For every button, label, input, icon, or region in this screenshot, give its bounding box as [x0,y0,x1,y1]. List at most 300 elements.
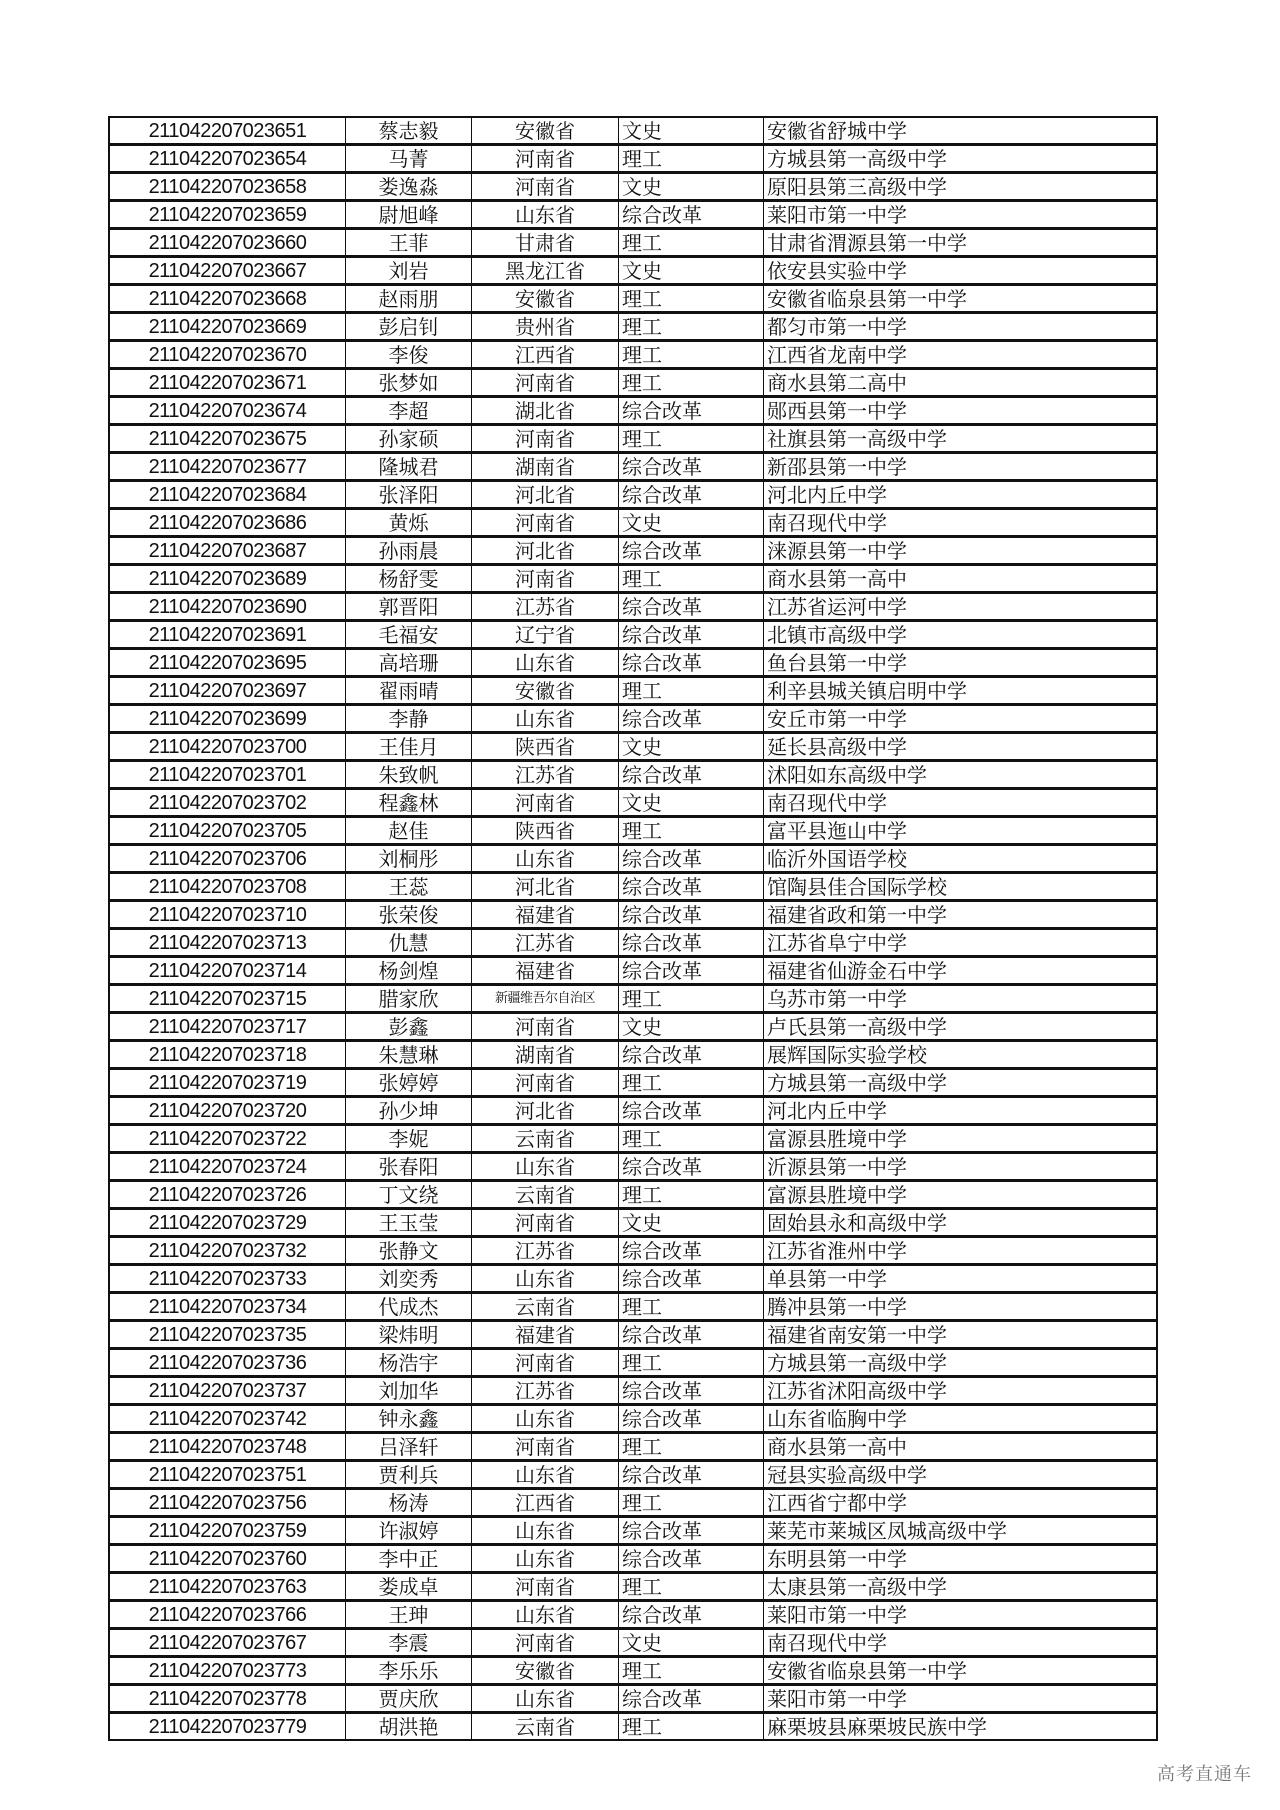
cell-province: 河南省 [472,1069,619,1097]
cell-school: 富源县胜境中学 [764,1181,1158,1209]
cell-school: 方城县第一高级中学 [764,1069,1158,1097]
table-row [109,1209,1157,1237]
cell-school: 临沂外国语学校 [764,845,1158,873]
cell-category: 文史 [619,257,764,285]
cell-exam-id: 211042207023720 [109,1097,346,1125]
cell-school: 莱阳市第一中学 [764,1685,1158,1713]
cell-category: 理工 [619,1181,764,1209]
cell-exam-id: 211042207023722 [109,1125,346,1153]
table-row [109,1601,1157,1629]
cell-exam-id: 211042207023674 [109,397,346,425]
table-row [109,565,1157,593]
cell-province: 河南省 [472,1433,619,1461]
cell-school: 卢氏县第一高级中学 [764,1013,1158,1041]
cell-school: 依安县实验中学 [764,257,1158,285]
table-row [109,481,1157,509]
cell-province: 河南省 [472,1209,619,1237]
cell-category: 理工 [619,565,764,593]
table-row [109,1545,1157,1573]
cell-category: 理工 [619,369,764,397]
table-row [109,1069,1157,1097]
cell-exam-id: 211042207023763 [109,1573,346,1601]
cell-school: 商水县第二高中 [764,369,1158,397]
cell-exam-id: 211042207023684 [109,481,346,509]
cell-exam-id: 211042207023751 [109,1461,346,1489]
cell-school: 富源县胜境中学 [764,1125,1158,1153]
cell-category: 综合改革 [619,761,764,789]
cell-student-name: 贾庆欣 [346,1685,472,1713]
cell-category: 文史 [619,1013,764,1041]
cell-student-name: 孙少坤 [346,1097,472,1125]
cell-category: 综合改革 [619,957,764,985]
cell-category: 理工 [619,145,764,173]
cell-student-name: 刘桐彤 [346,845,472,873]
cell-province: 福建省 [472,901,619,929]
cell-province: 湖南省 [472,1041,619,1069]
cell-student-name: 王菲 [346,229,472,257]
cell-school: 延长县高级中学 [764,733,1158,761]
table-row [109,1573,1157,1601]
cell-exam-id: 211042207023779 [109,1713,346,1741]
table-row [109,425,1157,453]
cell-category: 理工 [619,229,764,257]
cell-province: 河北省 [472,481,619,509]
table-row [109,313,1157,341]
table-row [109,1517,1157,1545]
cell-province: 云南省 [472,1125,619,1153]
cell-exam-id: 211042207023695 [109,649,346,677]
cell-student-name: 刘加华 [346,1377,472,1405]
cell-school: 南召现代中学 [764,509,1158,537]
cell-province: 河南省 [472,173,619,201]
cell-student-name: 朱致帆 [346,761,472,789]
table-row [109,1237,1157,1265]
cell-category: 综合改革 [619,649,764,677]
cell-category: 文史 [619,1629,764,1657]
table-row [109,453,1157,481]
cell-student-name: 王珅 [346,1601,472,1629]
cell-province: 河北省 [472,537,619,565]
cell-province: 云南省 [472,1181,619,1209]
cell-exam-id: 211042207023748 [109,1433,346,1461]
cell-exam-id: 211042207023675 [109,425,346,453]
cell-school: 安丘市第一中学 [764,705,1158,733]
table-row [109,957,1157,985]
cell-category: 综合改革 [619,1265,764,1293]
cell-category: 理工 [619,677,764,705]
cell-exam-id: 211042207023690 [109,593,346,621]
cell-student-name: 张婷婷 [346,1069,472,1097]
cell-student-name: 刘岩 [346,257,472,285]
cell-student-name: 高培珊 [346,649,472,677]
cell-student-name: 彭鑫 [346,1013,472,1041]
cell-exam-id: 211042207023718 [109,1041,346,1069]
cell-province: 山东省 [472,845,619,873]
cell-category: 综合改革 [619,481,764,509]
cell-student-name: 代成杰 [346,1293,472,1321]
cell-exam-id: 211042207023700 [109,733,346,761]
cell-school: 馆陶县佳合国际学校 [764,873,1158,901]
cell-school: 福建省政和第一中学 [764,901,1158,929]
cell-province: 贵州省 [472,313,619,341]
table-row [109,985,1157,1013]
cell-student-name: 张梦如 [346,369,472,397]
cell-exam-id: 211042207023724 [109,1153,346,1181]
cell-student-name: 翟雨晴 [346,677,472,705]
cell-category: 综合改革 [619,1517,764,1545]
table-row [109,1181,1157,1209]
cell-province: 河南省 [472,509,619,537]
cell-exam-id: 211042207023671 [109,369,346,397]
cell-school: 社旗县第一高级中学 [764,425,1158,453]
cell-province: 江西省 [472,341,619,369]
cell-province: 江苏省 [472,1237,619,1265]
cell-province: 河南省 [472,565,619,593]
cell-category: 综合改革 [619,1377,764,1405]
table-row [109,145,1157,173]
cell-category: 理工 [619,425,764,453]
cell-exam-id: 211042207023660 [109,229,346,257]
table-row [109,1433,1157,1461]
cell-exam-id: 211042207023756 [109,1489,346,1517]
cell-exam-id: 211042207023659 [109,201,346,229]
table-row [109,817,1157,845]
cell-student-name: 尉旭峰 [346,201,472,229]
cell-province: 安徽省 [472,117,619,145]
table-row [109,1377,1157,1405]
cell-student-name: 腊家欣 [346,985,472,1013]
cell-category: 理工 [619,817,764,845]
cell-school: 涞源县第一中学 [764,537,1158,565]
cell-category: 综合改革 [619,453,764,481]
table-row [109,1097,1157,1125]
cell-exam-id: 211042207023697 [109,677,346,705]
cell-category: 综合改革 [619,901,764,929]
cell-student-name: 李乐乐 [346,1657,472,1685]
table-row [109,1405,1157,1433]
cell-student-name: 胡洪艳 [346,1713,472,1741]
cell-school: 河北内丘中学 [764,481,1158,509]
table-row [109,257,1157,285]
cell-province: 福建省 [472,957,619,985]
cell-exam-id: 211042207023699 [109,705,346,733]
cell-school: 福建省仙游金石中学 [764,957,1158,985]
cell-category: 综合改革 [619,873,764,901]
cell-province: 江苏省 [472,1377,619,1405]
cell-exam-id: 211042207023669 [109,313,346,341]
cell-category: 综合改革 [619,845,764,873]
cell-school: 富平县迤山中学 [764,817,1158,845]
table-row [109,397,1157,425]
cell-exam-id: 211042207023714 [109,957,346,985]
cell-category: 理工 [619,1125,764,1153]
table-row [109,1489,1157,1517]
cell-exam-id: 211042207023734 [109,1293,346,1321]
cell-student-name: 娄成卓 [346,1573,472,1601]
cell-student-name: 毛福安 [346,621,472,649]
cell-exam-id: 211042207023670 [109,341,346,369]
cell-school: 都匀市第一中学 [764,313,1158,341]
cell-school: 沂源县第一中学 [764,1153,1158,1181]
cell-student-name: 李震 [346,1629,472,1657]
table-row [109,1461,1157,1489]
cell-school: 甘肃省渭源县第一中学 [764,229,1158,257]
cell-category: 理工 [619,1349,764,1377]
cell-exam-id: 211042207023773 [109,1657,346,1685]
cell-category: 综合改革 [619,621,764,649]
cell-student-name: 吕泽轩 [346,1433,472,1461]
cell-category: 综合改革 [619,1153,764,1181]
cell-school: 江苏省沭阳高级中学 [764,1377,1158,1405]
cell-province: 江西省 [472,1489,619,1517]
cell-province: 甘肃省 [472,229,619,257]
table-row [109,229,1157,257]
cell-province: 河南省 [472,425,619,453]
cell-student-name: 张荣俊 [346,901,472,929]
cell-category: 理工 [619,1489,764,1517]
cell-exam-id: 211042207023760 [109,1545,346,1573]
cell-category: 理工 [619,1657,764,1685]
cell-school: 新邵县第一中学 [764,453,1158,481]
cell-school: 安徽省舒城中学 [764,117,1158,145]
roster-table-body [109,117,1157,1740]
cell-exam-id: 211042207023686 [109,509,346,537]
table-row [109,1041,1157,1069]
cell-province: 辽宁省 [472,621,619,649]
cell-student-name: 赵佳 [346,817,472,845]
cell-province: 湖南省 [472,453,619,481]
cell-category: 综合改革 [619,1237,764,1265]
cell-school: 腾冲县第一中学 [764,1293,1158,1321]
cell-province: 黑龙江省 [472,257,619,285]
cell-category: 理工 [619,341,764,369]
cell-province: 河北省 [472,873,619,901]
table-row [109,649,1157,677]
table-row [109,929,1157,957]
cell-province: 河南省 [472,1573,619,1601]
cell-province: 新疆维吾尔自治区 [472,985,619,1013]
table-row [109,1657,1157,1685]
cell-province: 山东省 [472,649,619,677]
cell-student-name: 隆城君 [346,453,472,481]
cell-student-name: 杨舒雯 [346,565,472,593]
cell-province: 山东省 [472,705,619,733]
cell-category: 文史 [619,509,764,537]
cell-exam-id: 211042207023677 [109,453,346,481]
cell-school: 江西省龙南中学 [764,341,1158,369]
cell-school: 沭阳如东高级中学 [764,761,1158,789]
table-row [109,173,1157,201]
cell-province: 山东省 [472,201,619,229]
cell-province: 江苏省 [472,761,619,789]
table-row [109,509,1157,537]
cell-school: 河北内丘中学 [764,1097,1158,1125]
cell-student-name: 郭晋阳 [346,593,472,621]
cell-province: 河北省 [472,1097,619,1125]
cell-exam-id: 211042207023767 [109,1629,346,1657]
cell-province: 湖北省 [472,397,619,425]
table-row [109,845,1157,873]
table-row [109,117,1157,145]
cell-exam-id: 211042207023708 [109,873,346,901]
cell-category: 文史 [619,117,764,145]
cell-province: 山东省 [472,1405,619,1433]
cell-province: 福建省 [472,1321,619,1349]
cell-school: 固始县永和高级中学 [764,1209,1158,1237]
cell-category: 文史 [619,733,764,761]
cell-school: 郧西县第一中学 [764,397,1158,425]
cell-student-name: 黄烁 [346,509,472,537]
cell-exam-id: 211042207023668 [109,285,346,313]
cell-category: 文史 [619,789,764,817]
cell-school: 安徽省临泉县第一中学 [764,285,1158,313]
cell-exam-id: 211042207023726 [109,1181,346,1209]
cell-student-name: 王玉莹 [346,1209,472,1237]
table-row [109,593,1157,621]
cell-school: 乌苏市第一中学 [764,985,1158,1013]
cell-student-name: 梁炜明 [346,1321,472,1349]
table-row [109,1265,1157,1293]
table-row [109,201,1157,229]
table-row [109,537,1157,565]
table-row [109,677,1157,705]
cell-school: 福建省南安第一中学 [764,1321,1158,1349]
cell-category: 文史 [619,173,764,201]
cell-student-name: 孙雨晨 [346,537,472,565]
cell-student-name: 许淑婷 [346,1517,472,1545]
cell-province: 河南省 [472,1629,619,1657]
cell-province: 河南省 [472,369,619,397]
table-row [109,1349,1157,1377]
cell-category: 理工 [619,985,764,1013]
cell-school: 江苏省淮州中学 [764,1237,1158,1265]
cell-category: 综合改革 [619,1405,764,1433]
cell-exam-id: 211042207023737 [109,1377,346,1405]
cell-school: 商水县第一高中 [764,565,1158,593]
cell-school: 方城县第一高级中学 [764,1349,1158,1377]
table-row [109,1713,1157,1741]
cell-exam-id: 211042207023654 [109,145,346,173]
table-row [109,285,1157,313]
cell-province: 河南省 [472,789,619,817]
cell-school: 东明县第一中学 [764,1545,1158,1573]
cell-province: 河南省 [472,1349,619,1377]
cell-category: 综合改革 [619,1321,764,1349]
cell-exam-id: 211042207023759 [109,1517,346,1545]
cell-exam-id: 211042207023658 [109,173,346,201]
cell-province: 山东省 [472,1685,619,1713]
cell-student-name: 杨涛 [346,1489,472,1517]
cell-category: 综合改革 [619,1041,764,1069]
cell-category: 综合改革 [619,1685,764,1713]
cell-student-name: 钟永鑫 [346,1405,472,1433]
cell-student-name: 王佳月 [346,733,472,761]
cell-student-name: 仇慧 [346,929,472,957]
cell-exam-id: 211042207023706 [109,845,346,873]
table-row [109,705,1157,733]
cell-exam-id: 211042207023729 [109,1209,346,1237]
cell-exam-id: 211042207023736 [109,1349,346,1377]
cell-category: 理工 [619,1713,764,1741]
cell-province: 陕西省 [472,817,619,845]
cell-school: 莱阳市第一中学 [764,1601,1158,1629]
cell-student-name: 李中正 [346,1545,472,1573]
cell-exam-id: 211042207023732 [109,1237,346,1265]
cell-student-name: 娄逸淼 [346,173,472,201]
cell-province: 山东省 [472,1461,619,1489]
cell-student-name: 杨浩宇 [346,1349,472,1377]
cell-school: 北镇市高级中学 [764,621,1158,649]
cell-province: 陕西省 [472,733,619,761]
table-row [109,1629,1157,1657]
table-row [109,621,1157,649]
cell-student-name: 孙家硕 [346,425,472,453]
cell-exam-id: 211042207023713 [109,929,346,957]
cell-school: 莱阳市第一中学 [764,201,1158,229]
cell-school: 山东省临胸中学 [764,1405,1158,1433]
table-row [109,1153,1157,1181]
table-row [109,369,1157,397]
cell-category: 理工 [619,1293,764,1321]
cell-exam-id: 211042207023733 [109,1265,346,1293]
cell-province: 山东省 [472,1265,619,1293]
cell-student-name: 张泽阳 [346,481,472,509]
table-row [109,1293,1157,1321]
cell-student-name: 丁文绕 [346,1181,472,1209]
cell-school: 南召现代中学 [764,789,1158,817]
cell-school: 原阳县第三高级中学 [764,173,1158,201]
cell-student-name: 彭启钊 [346,313,472,341]
cell-student-name: 蔡志毅 [346,117,472,145]
cell-category: 理工 [619,313,764,341]
cell-category: 综合改革 [619,929,764,957]
watermark-label: 高考直通车 [1157,1764,1252,1785]
student-roster-table [108,116,1158,1741]
table-row [109,901,1157,929]
cell-student-name: 程鑫林 [346,789,472,817]
cell-category: 综合改革 [619,1097,764,1125]
cell-student-name: 李超 [346,397,472,425]
cell-student-name: 李妮 [346,1125,472,1153]
cell-student-name: 朱慧琳 [346,1041,472,1069]
cell-school: 单县第一中学 [764,1265,1158,1293]
cell-student-name: 王蕊 [346,873,472,901]
cell-school: 安徽省临泉县第一中学 [764,1657,1158,1685]
cell-province: 云南省 [472,1293,619,1321]
table-row [109,1125,1157,1153]
cell-category: 综合改革 [619,705,764,733]
cell-category: 综合改革 [619,1545,764,1573]
cell-category: 综合改革 [619,593,764,621]
cell-student-name: 杨剑煌 [346,957,472,985]
cell-province: 安徽省 [472,677,619,705]
cell-province: 江苏省 [472,929,619,957]
cell-school: 江苏省运河中学 [764,593,1158,621]
cell-exam-id: 211042207023742 [109,1405,346,1433]
cell-student-name: 李静 [346,705,472,733]
cell-category: 综合改革 [619,1461,764,1489]
cell-school: 莱芜市莱城区凤城高级中学 [764,1517,1158,1545]
cell-school: 江苏省阜宁中学 [764,929,1158,957]
cell-category: 理工 [619,285,764,313]
cell-exam-id: 211042207023689 [109,565,346,593]
table-row [109,873,1157,901]
cell-student-name: 张静文 [346,1237,472,1265]
table-row [109,341,1157,369]
cell-category: 综合改革 [619,201,764,229]
cell-exam-id: 211042207023735 [109,1321,346,1349]
cell-school: 冠县实验高级中学 [764,1461,1158,1489]
